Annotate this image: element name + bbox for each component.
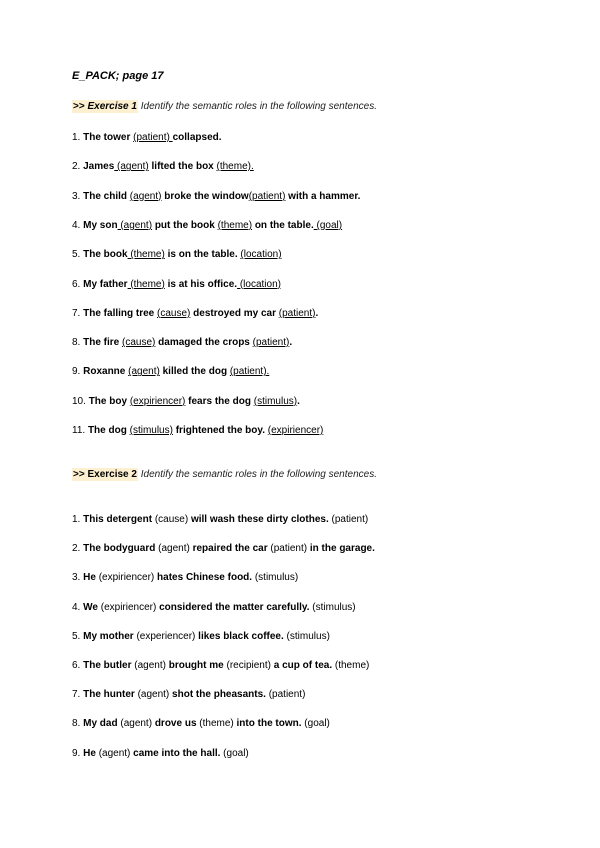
sentence-text: The hunter <box>83 689 138 701</box>
page-title: E_PACK; page 17 <box>72 70 164 82</box>
exercise-2-heading <box>72 469 377 480</box>
exercise-1-sentence-6 <box>72 279 281 290</box>
sentence-number: 9. <box>72 366 84 378</box>
sentence-text: is on the table. <box>164 249 241 261</box>
sentence-text: James <box>83 161 115 173</box>
exercise-2-sentence-6 <box>72 660 369 671</box>
semantic-role: (cause) <box>157 307 191 319</box>
sentence-text: My father <box>83 278 128 290</box>
semantic-role: (agent) <box>117 219 153 231</box>
sentence-number: 6. <box>72 278 84 290</box>
sentence-number: 10. <box>72 395 89 407</box>
sentence-text: brought me <box>168 660 227 671</box>
sentence-text: . <box>315 307 319 319</box>
sentence-text: The dog <box>87 425 130 436</box>
semantic-role: (stimulus) <box>129 425 173 436</box>
sentence-text: in the garage. <box>309 543 375 555</box>
exercise-1-sentence-3 <box>72 191 360 202</box>
semantic-role: (agent) <box>134 660 169 671</box>
sentence-text: The tower <box>83 132 134 143</box>
semantic-role: (recipient) <box>226 660 274 671</box>
sentence-number: 1. <box>72 514 84 525</box>
exercise-2-title: Exercise 2 <box>87 469 137 480</box>
exercise-1-sentence-9 <box>72 366 269 377</box>
exercise-2-sentence-1 <box>72 514 368 525</box>
semantic-role: (stimulus) <box>252 572 299 584</box>
exercise-1-sentence-5 <box>72 249 282 260</box>
sentence-number: 7. <box>72 307 84 319</box>
semantic-role: (expiriencer) <box>100 601 160 613</box>
semantic-role: (experiencer) <box>136 630 199 642</box>
sentence-text: frightened the boy. <box>172 425 268 436</box>
semantic-role: (goal) <box>301 718 330 730</box>
sentence-text: The fire <box>83 337 123 349</box>
sentence-text: damaged the crops <box>155 337 253 349</box>
sentence-text: destroyed my car <box>190 307 279 319</box>
exercise-1-title: Exercise 1 <box>87 101 137 112</box>
exercise-2-marker: >> <box>73 469 88 480</box>
semantic-role: (theme) <box>332 660 370 671</box>
semantic-role: (stimulus) <box>283 630 330 642</box>
semantic-role: (patient) <box>328 514 369 525</box>
sentence-number: 6. <box>72 660 84 671</box>
sentence-number: 2. <box>72 543 84 555</box>
sentence-text: Roxanne <box>83 366 129 378</box>
semantic-role: (expiriencer) <box>98 572 158 584</box>
sentence-text: collapsed. <box>172 132 222 143</box>
semantic-role: (agent) <box>114 161 149 173</box>
sentence-text: into the town. <box>236 718 302 730</box>
sentence-text: killed the dog <box>159 366 230 378</box>
semantic-role: (location) <box>237 278 281 290</box>
semantic-role: (patient) <box>265 689 306 701</box>
sentence-number: 3. <box>72 190 84 202</box>
sentence-text: considered the matter carefully. <box>159 601 310 613</box>
sentence-number: 8. <box>72 718 84 730</box>
exercise-2-instruction: Identify the semantic roles in the following sentences. <box>137 469 377 480</box>
sentence-text: is at his office. <box>164 278 238 290</box>
semantic-role: (agent) <box>137 689 173 701</box>
exercise-1-sentence-8 <box>72 337 292 348</box>
semantic-role: (stimulus) <box>253 395 298 407</box>
semantic-role: (theme) <box>127 249 165 261</box>
sentence-number: 5. <box>72 630 84 642</box>
sentence-text: . <box>297 395 300 407</box>
sentence-text: hates Chinese food. <box>157 572 253 584</box>
sentence-text: on the table. <box>252 219 314 231</box>
sentence-text: . <box>289 337 293 349</box>
exercise-1-instruction: Identify the semantic roles in the following sentences. <box>137 101 377 112</box>
semantic-role: (cause) <box>154 514 191 525</box>
sentence-number: 2. <box>72 161 84 173</box>
sentence-text: fears the dog <box>185 395 254 407</box>
sentence-text: shot the pheasants. <box>172 689 266 701</box>
semantic-role: (goal) <box>313 219 343 231</box>
sentence-text: repaired the car <box>192 543 271 555</box>
sentence-text: The butler <box>83 660 135 671</box>
exercise-2-label <box>72 468 138 481</box>
semantic-role: (goal) <box>220 747 249 759</box>
semantic-role: (patient) <box>133 132 173 143</box>
sentence-number: 11. <box>72 425 88 436</box>
exercise-2-sentence-2 <box>72 543 375 554</box>
exercise-1-label <box>72 100 138 113</box>
sentence-number: 4. <box>72 601 84 613</box>
sentence-text: The book <box>83 249 128 261</box>
exercise-1-marker: >> <box>73 101 88 112</box>
semantic-role: (patient) <box>278 307 316 319</box>
semantic-role: (location) <box>240 249 282 261</box>
sentence-number: 3. <box>72 572 84 584</box>
sentence-text: will wash these dirty clothes. <box>190 514 329 525</box>
semantic-role: (agent) <box>98 747 134 759</box>
sentence-text: came into the hall. <box>133 747 221 759</box>
exercise-2-sentence-4 <box>72 602 356 613</box>
exercise-2-sentence-9 <box>72 748 249 759</box>
semantic-role: (stimulus) <box>309 601 356 613</box>
sentence-number: 1. <box>72 132 84 143</box>
semantic-role: (patient) <box>248 190 286 202</box>
sentence-text: likes black coffee. <box>198 630 284 642</box>
sentence-text: We <box>83 601 101 613</box>
exercise-1-sentence-1 <box>72 132 222 143</box>
sentence-text: This detergent <box>83 514 155 525</box>
semantic-role: (theme) <box>217 219 253 231</box>
semantic-role: (agent) <box>120 718 155 730</box>
semantic-role: (agent) <box>129 190 162 202</box>
sentence-number: 5. <box>72 249 84 261</box>
sentence-text: drove us <box>154 718 200 730</box>
exercise-1-sentence-4 <box>72 220 342 231</box>
sentence-text: My mother <box>83 630 137 642</box>
exercise-2-sentence-7 <box>72 689 305 700</box>
sentence-number: 9. <box>72 747 84 759</box>
semantic-role: (agent) <box>158 543 193 555</box>
sentence-text: lifted the box <box>148 161 217 173</box>
sentence-text: The child <box>83 190 130 202</box>
semantic-role: (patient) <box>270 543 310 555</box>
semantic-role: (theme) <box>127 278 165 290</box>
sentence-text: He <box>83 572 99 584</box>
exercise-1-heading <box>72 101 377 112</box>
sentence-text: My dad <box>83 718 121 730</box>
semantic-role: (cause) <box>122 337 156 349</box>
exercise-1-sentence-7 <box>72 308 318 319</box>
sentence-text: My son <box>83 219 118 231</box>
semantic-role: (expiriencer) <box>129 395 186 407</box>
sentence-number: 7. <box>72 689 84 701</box>
sentence-text: He <box>83 747 99 759</box>
sentence-text: broke the window <box>161 190 249 202</box>
semantic-role: (theme) <box>199 718 237 730</box>
exercise-2-sentence-5 <box>72 631 330 642</box>
exercise-2-sentence-3 <box>72 572 298 583</box>
semantic-role: (expiriencer) <box>267 425 324 436</box>
sentence-number: 4. <box>72 219 84 231</box>
semantic-role: (agent) <box>128 366 160 378</box>
exercise-1-sentence-10 <box>72 396 300 407</box>
semantic-role: (patient). <box>229 366 270 378</box>
exercise-2-sentence-8 <box>72 718 330 729</box>
sentence-text: The boy <box>88 395 130 407</box>
exercise-1-sentence-2 <box>72 161 254 172</box>
sentence-text: The falling tree <box>83 307 158 319</box>
sentence-text: put the book <box>152 219 218 231</box>
exercise-1-sentence-11 <box>72 425 323 436</box>
sentence-number: 8. <box>72 337 84 349</box>
sentence-text: a cup of tea. <box>273 660 333 671</box>
semantic-role: (patient) <box>252 337 290 349</box>
semantic-role: (theme). <box>216 161 254 173</box>
sentence-text: The bodyguard <box>83 543 159 555</box>
sentence-text: with a hammer. <box>285 190 361 202</box>
